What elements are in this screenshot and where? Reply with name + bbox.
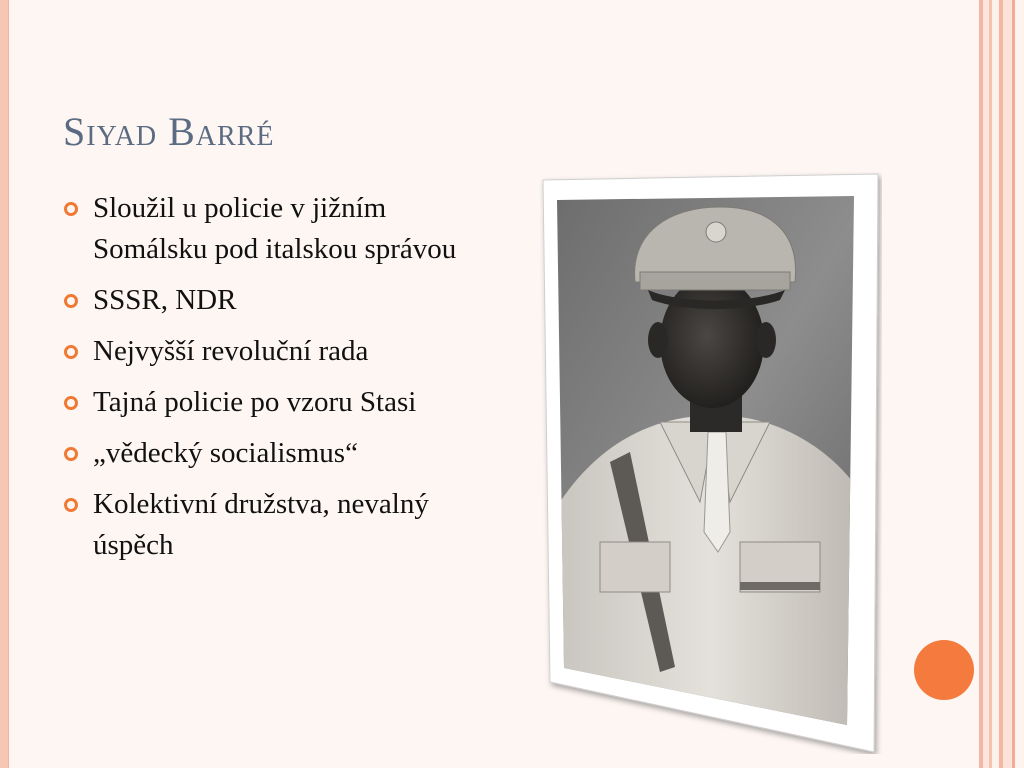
left-border [0, 0, 8, 768]
bullet-circle-icon [64, 345, 78, 359]
bullet-circle-icon [64, 396, 78, 410]
portrait-photo [540, 172, 882, 754]
right-stripe [1003, 0, 1012, 768]
bullet-circle-icon [64, 294, 78, 308]
bullet-circle-icon [64, 202, 78, 216]
portrait-photo-icon [540, 172, 882, 754]
slide-title: Siyad Barré [63, 109, 275, 154]
bullet-item [64, 484, 464, 566]
bullet-item [64, 280, 464, 321]
bullet-text: SSSR, NDR [93, 284, 237, 316]
bullet-list [64, 188, 464, 576]
right-stripe [992, 0, 999, 768]
bullet-circle-icon [64, 498, 78, 512]
bullet-text: Sloužil u policie v jižním Somálsku pod italskou správou [93, 192, 457, 265]
bullet-text: „vědecký socialismus“ [93, 437, 358, 469]
bullet-text: Kolektivní družstva, nevalný úspěch [93, 488, 429, 561]
right-stripe [1015, 0, 1024, 768]
bullet-text: Tajná policie po vzoru Stasi [93, 386, 417, 418]
bullet-item [64, 331, 464, 372]
decorative-circle [914, 640, 974, 700]
bullet-text: Nejvyšší revoluční rada [93, 335, 369, 367]
bullet-item [64, 382, 464, 423]
bullet-item [64, 433, 464, 474]
bullet-circle-icon [64, 447, 78, 461]
bullet-item [64, 188, 464, 270]
